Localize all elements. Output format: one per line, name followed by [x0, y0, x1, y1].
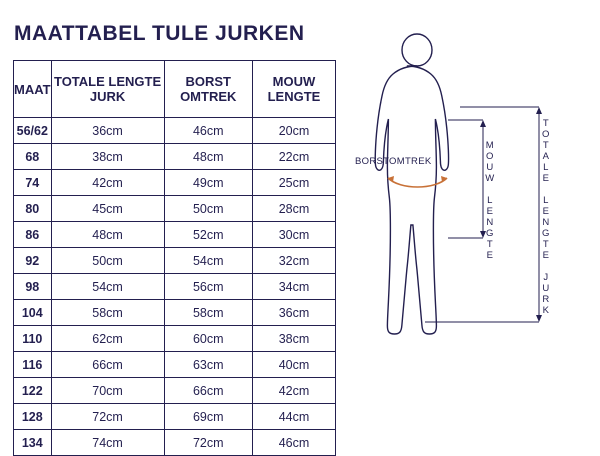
cell-length: 58cm [51, 300, 164, 326]
column-header-maat: MAAT [14, 61, 52, 118]
cell-length: 50cm [51, 248, 164, 274]
cell-sleeve: 28cm [252, 196, 335, 222]
cell-sleeve: 32cm [252, 248, 335, 274]
cell-length: 74cm [51, 430, 164, 456]
cell-bust: 48cm [164, 144, 252, 170]
cell-size: 68 [14, 144, 52, 170]
column-header-totale-lengte-jurk: TOTALE LENGTE JURK [51, 61, 164, 118]
cell-size: 86 [14, 222, 52, 248]
table-row [14, 404, 336, 430]
cell-bust: 50cm [164, 196, 252, 222]
cell-sleeve: 44cm [252, 404, 335, 430]
cell-sleeve: 34cm [252, 274, 335, 300]
cell-size: 56/62 [14, 118, 52, 144]
cell-size: 104 [14, 300, 52, 326]
size-table [13, 60, 336, 456]
cell-length: 66cm [51, 352, 164, 378]
cell-size: 122 [14, 378, 52, 404]
table-row [14, 170, 336, 196]
cell-size: 110 [14, 326, 52, 352]
cell-sleeve: 42cm [252, 378, 335, 404]
cell-bust: 66cm [164, 378, 252, 404]
column-header-mouw-lengte: MOUW LENGTE [252, 61, 335, 118]
total-length-measure-label: T O T A L E L E N G T E J U R K [542, 118, 550, 316]
table-row [14, 118, 336, 144]
cell-sleeve: 38cm [252, 326, 335, 352]
cell-length: 62cm [51, 326, 164, 352]
table-row [14, 196, 336, 222]
table-row [14, 274, 336, 300]
cell-bust: 54cm [164, 248, 252, 274]
column-header-borst-omtrek: BORST OMTREK [164, 61, 252, 118]
measurement-diagram [340, 10, 592, 440]
cell-bust: 58cm [164, 300, 252, 326]
table-row [14, 248, 336, 274]
cell-length: 38cm [51, 144, 164, 170]
cell-sleeve: 46cm [252, 430, 335, 456]
bust-double-arrow-icon [388, 176, 447, 187]
cell-length: 45cm [51, 196, 164, 222]
cell-length: 54cm [51, 274, 164, 300]
sleeve-measure-label: M O U W L E N G T E [485, 140, 495, 261]
cell-size: 128 [14, 404, 52, 430]
cell-length: 42cm [51, 170, 164, 196]
cell-length: 36cm [51, 118, 164, 144]
diagram-svg [340, 10, 592, 440]
cell-size: 74 [14, 170, 52, 196]
cell-bust: 56cm [164, 274, 252, 300]
table-header-row [14, 61, 336, 118]
table-row [14, 300, 336, 326]
cell-size: 98 [14, 274, 52, 300]
page-title: MAATTABEL TULE JURKEN [14, 22, 305, 45]
cell-size: 92 [14, 248, 52, 274]
table-row [14, 144, 336, 170]
cell-size: 116 [14, 352, 52, 378]
cell-sleeve: 22cm [252, 144, 335, 170]
table-body [14, 118, 336, 456]
cell-bust: 63cm [164, 352, 252, 378]
cell-length: 72cm [51, 404, 164, 430]
cell-bust: 49cm [164, 170, 252, 196]
cell-bust: 72cm [164, 430, 252, 456]
table-header [14, 61, 336, 118]
cell-size: 80 [14, 196, 52, 222]
cell-sleeve: 36cm [252, 300, 335, 326]
cell-bust: 69cm [164, 404, 252, 430]
table-row [14, 352, 336, 378]
cell-length: 48cm [51, 222, 164, 248]
cell-sleeve: 30cm [252, 222, 335, 248]
sleeve-vertical-arrow-icon [448, 120, 486, 238]
cell-sleeve: 25cm [252, 170, 335, 196]
cell-sleeve: 40cm [252, 352, 335, 378]
table-row [14, 326, 336, 352]
cell-bust: 60cm [164, 326, 252, 352]
table-row [14, 378, 336, 404]
cell-length: 70cm [51, 378, 164, 404]
cell-sleeve: 20cm [252, 118, 335, 144]
table-row [14, 222, 336, 248]
cell-bust: 46cm [164, 118, 252, 144]
cell-size: 134 [14, 430, 52, 456]
cell-bust: 52cm [164, 222, 252, 248]
table-row [14, 430, 336, 456]
bust-measure-label: BORSTOMTREK [355, 156, 432, 167]
